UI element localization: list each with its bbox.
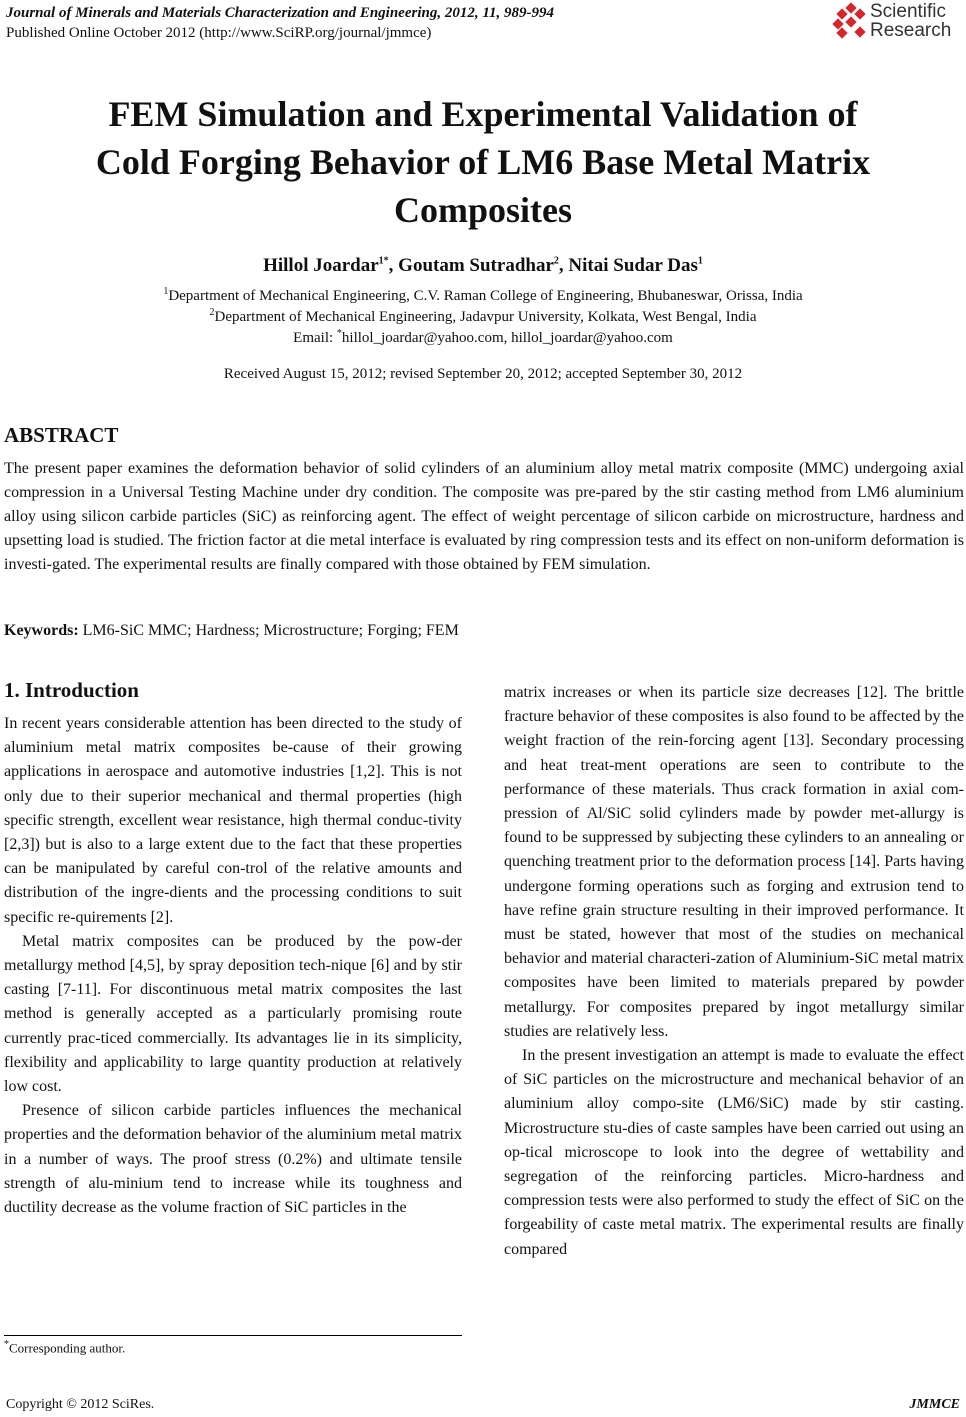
author-sup: 1: [697, 255, 703, 267]
logo-text-line2: Research: [870, 20, 952, 41]
journal-abbrev-footer: JMMCE: [909, 1397, 960, 1412]
abstract-body: The present paper examines the deformation behavior of solid cylinders of an aluminium alloy metal matrix composite (MMC) undergoing axial compression in a Universal Testing Machine under dry condition. The composite was pre-pared by the stir casting method from LM6 aluminium alloy using silicon carbide particles (SiC) as reinforcing agent. The effect of weight percentage of silicon carbide on microstructure, hardness and upsetting load is studied. The friction factor at die metal interface is evaluated by ring compression tests and its effect on non-uniform deformation is investi-gated. The experimental results are finally compared with those obtained by FEM simulation.: [4, 460, 964, 573]
keywords-text: LM6-SiC MMC; Hardness; Microstructure; Forging; FEM: [78, 622, 459, 639]
author-name: Hillol Joardar: [263, 255, 379, 276]
email-sup: *: [336, 328, 342, 339]
left-column: [4, 712, 462, 1220]
logo-mark-icon: [834, 4, 868, 40]
published-online-line: Published Online October 2012 (http://www.SciRP.org/journal/jmmce): [6, 25, 432, 41]
logo-text-line1: Scientific: [870, 1, 947, 22]
affiliation-text: Department of Mechanical Engineering, Jadavpur University, Kolkata, West Bengal, India: [214, 309, 757, 325]
affiliation-sup: 2: [209, 307, 215, 318]
scientific-research-logo: [834, 2, 962, 42]
paragraph: Presence of silicon carbide particles influences the mechanical properties and the deformation behavior of the aluminium metal matrix in a number of ways. The proof stress (0.2%) and ultimate tensile strength of alu-minium tend to increase while its toughness and ductility decrease as the volume fraction of SiC particles in the: [4, 1102, 462, 1217]
footnote-sup: *: [4, 1339, 9, 1350]
author-sup: 1*: [378, 255, 389, 267]
footnote-divider: [4, 1335, 462, 1336]
affiliation-sup: 1: [163, 286, 169, 297]
paper-title: [0, 90, 966, 234]
footnote-text: Corresponding author.: [9, 1340, 126, 1356]
email-line: [0, 323, 966, 349]
footnote: [4, 1339, 125, 1356]
paragraph: In the present investigation an attempt is made to evaluate the effect of SiC particles on the microstructure and mechanical behavior of an aluminium alloy compo-site (LM6/SiC) made by stir casting. Microstructure stu-dies of caste samples have been carried out using an op-tical microscope to look into the degree of wettability and segregation of the reinforcing particles. Micro-hardness and compression tests were also performed to study the effect of SiC on the forgeability of caste metal matrix. The experimental results are finally compared: [504, 1047, 964, 1258]
affiliation-text: Department of Mechanical Engineering, C.V. Raman College of Engineering, Bhubaneswar, Orissa, India: [168, 288, 803, 304]
right-column: [504, 681, 964, 1262]
section-heading-introduction: 1. Introduction: [4, 678, 139, 702]
author-list: [0, 255, 966, 277]
title-line2: Cold Forging Behavior of LM6 Base Metal Matrix: [95, 142, 871, 182]
copyright-footer: Copyright © 2012 SciRes.: [6, 1397, 155, 1412]
journal-citation: Journal of Minerals and Materials Characterization and Engineering, 2012, 11, 989-994: [6, 5, 555, 21]
logo-wordmark: [870, 2, 951, 40]
received-dates: Received August 15, 2012; revised September 20, 2012; accepted September 30, 2012: [223, 366, 743, 382]
author-name: , Goutam Sutradhar: [388, 255, 554, 276]
keywords-line: [4, 622, 459, 640]
keywords-label: Keywords:: [4, 622, 79, 639]
title-line3: Composites: [394, 190, 572, 230]
title-line1: FEM Simulation and Experimental Validation of: [108, 94, 858, 134]
abstract-heading: ABSTRACT: [4, 423, 119, 447]
paragraph: matrix increases or when its particle size decreases [12]. The brittle fracture behavior of these composites is also found to be affected by the weight fraction of the rein-forcing agent [13]. Secondary processing and heat treat-ment operations are seen to contribute to the performance of these materials. Thus crack formation in axial com-pression of Al/SiC solid cylinders made by powder met-allurgy is found to be suppressed by subjecting these cylinders to an annealing or quenching treatment prior to the deformation process [14]. Parts having undergone forming operations such as forging and extrusion tend to have refine grain structure resulting in their improved performance. It must be stated, however that most of the studies on mechanical behavior and material characteri-zation of Aluminium-SiC metal matrix composites have been limited to materials prepared by powder metallurgy. For composites prepared by ingot metallurgy similar studies are relatively less.: [504, 684, 964, 1040]
paragraph: In recent years considerable attention has been directed to the study of aluminium metal matrix composites be-cause of their growing applications in aerospace and automotive industries [1,2]. This is not only due to their superior mechanical and thermal properties (high specific strength, excellent wear resistance, high thermal conduc-tivity [2,3]) but is also to a large extent due to the fact that these properties can be manipulated by careful con-trol of the relative amounts and distribution of the ingre-dients and the processing conditions to suit specific re-quirements [2].: [4, 715, 462, 926]
journal-header: [6, 3, 554, 43]
email-address: hillol_joardar@yahoo.com, hillol_joardar@yahoo.com: [341, 330, 673, 346]
email-label: Email:: [293, 330, 337, 346]
author-name: , Nitai Sudar Das: [558, 255, 698, 276]
author-sup: 2: [553, 255, 559, 267]
paragraph: Metal matrix composites can be produced by the pow-der metallurgy method [4,5], by spray deposition tech-nique [6] and by stir casting [7-11]. For discontinuous metal matrix composites the last method is generally accepted as a particularly promising route currently prac-ticed commercially. Its advantages lie in its simplicity, flexibility and applicability to large quantity production at relatively low cost.: [4, 932, 462, 1096]
